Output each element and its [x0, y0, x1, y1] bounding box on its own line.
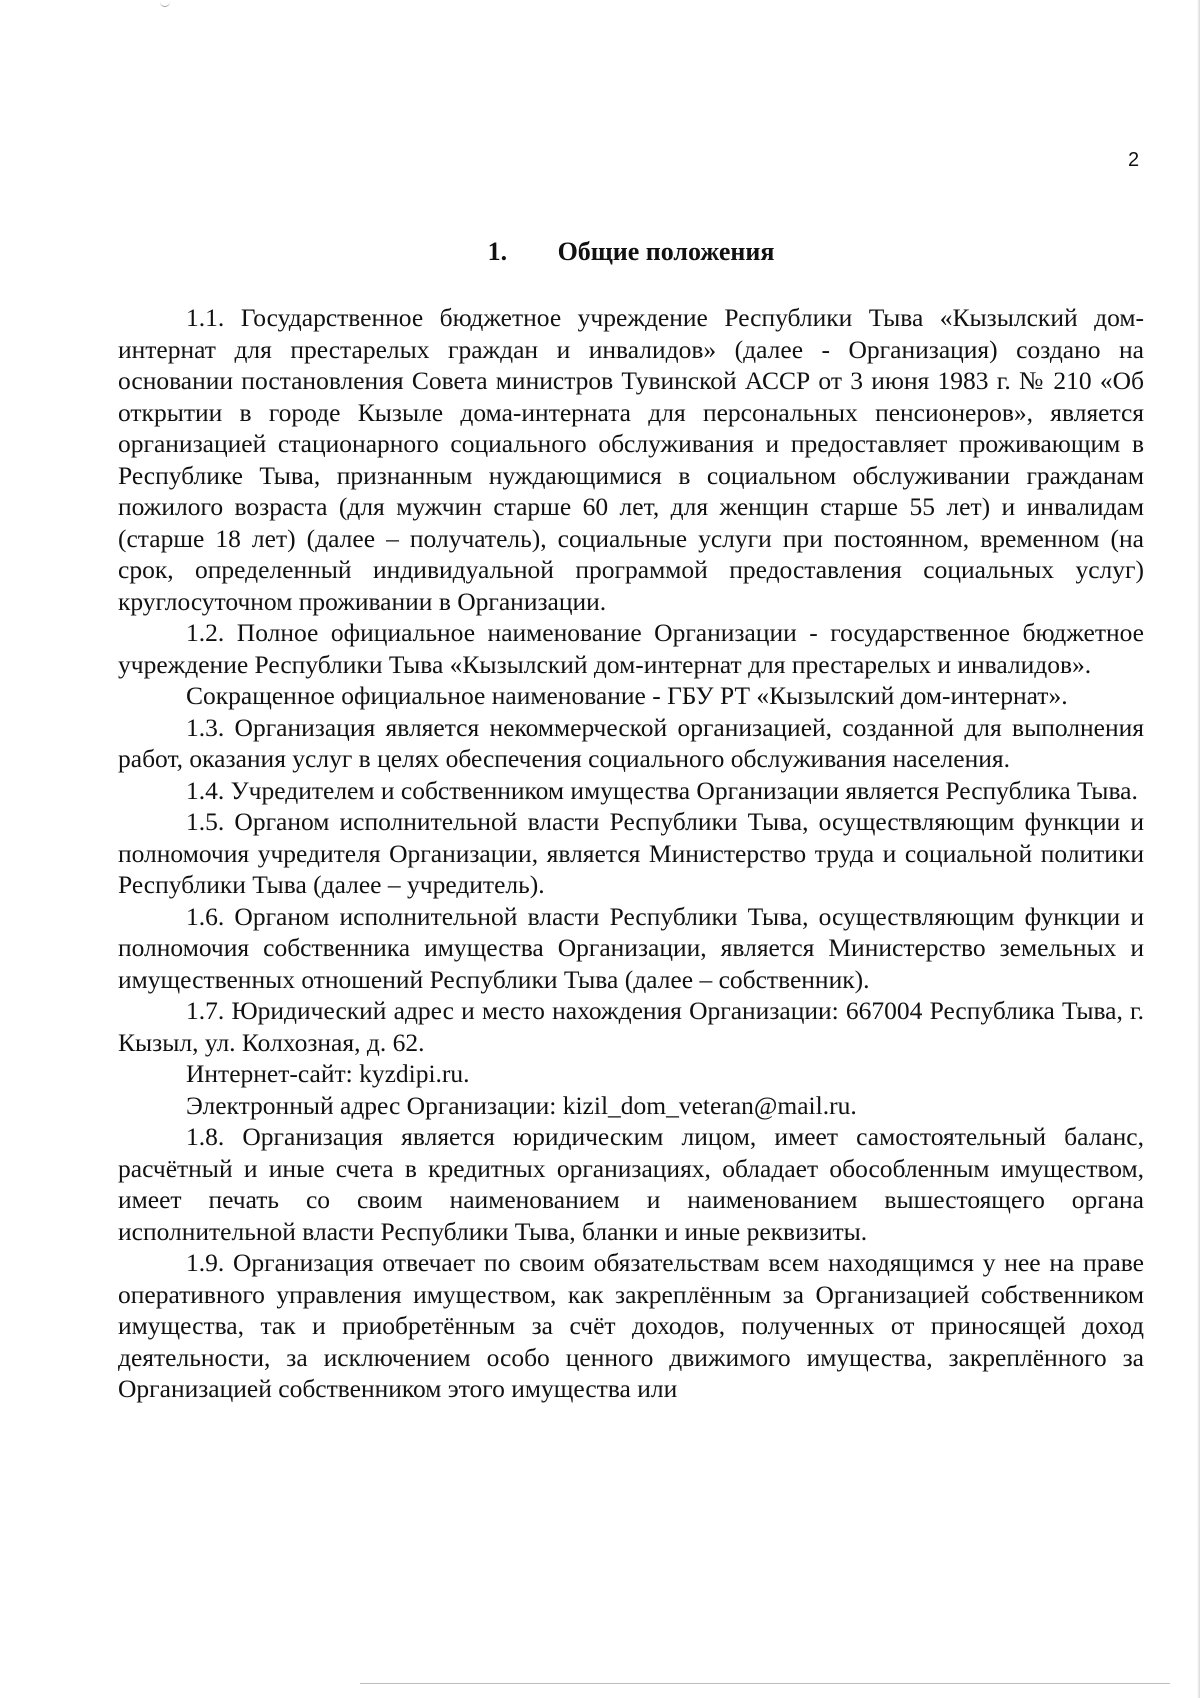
paragraph-1-8: 1.8. Организация является юридическим лицом, имеет самостоятельный баланс, расчётный и иные счета в кредитных организациях, обладает обособленным имуществом, имеет печать со своим наименованием и наименованием вышестоящего органа исполнительной власти Республики Тыва, бланки и иные реквизиты. — [118, 1122, 1144, 1246]
paragraph-1-3: 1.3. Организация является некоммерческой организацией, созданной для выполнения работ, оказания услуг в целях обеспечения социального обслуживания населения. — [118, 712, 1144, 773]
section-title: Общие положения — [557, 237, 775, 266]
section-heading — [118, 236, 1144, 268]
scan-bottom-line — [360, 1683, 1170, 1684]
paragraph-short-name: Сокращенное официальное наименование - ГБУ РТ «Кызылский дом-интернат». — [186, 681, 1068, 710]
paragraph-1-4: 1.4. Учредителем и собственником имущества Организации является Республика Тыва. — [186, 775, 1138, 805]
paragraph-website: Интернет-сайт: kyzdipi.ru. — [186, 1059, 470, 1088]
paragraph-1-5: 1.5. Органом исполнительной власти Республики Тыва, осуществляющим функции и полномочия учредителя Организации, является Министерство труда и социальной политики Республики Тыва (далее – учредитель). — [118, 807, 1144, 899]
paragraph-email: Электронный адрес Организации: kizil_dom_veteran@mail.ru. — [186, 1090, 857, 1120]
section-number: 1. — [487, 237, 508, 266]
page-number: 2 — [1128, 149, 1140, 171]
paragraph-1-1: 1.1. Государственное бюджетное учреждение Республики Тыва «Кызылский дом-интернат для престарелых граждан и инвалидов» (далее - Организация) создано на основании постановления Совета министров Тувинской АССР от 3 июня 1983 г. № 210 «Об открытии в городе Кызыле дома-интерната для персональных пенсионеров», является организацией стационарного социального обслуживания и предоставляет проживающим в Республике Тыва, признанным нуждающимися в социальном обслуживании гражданам пожилого возраста (для мужчин старше 60 лет, для женщин старше 55 лет) и инвалидам (старше 18 лет) (далее – получатель), социальные услуги при постоянном, временном (на срок, определенный индивидуальной программой предоставления социальных услуг) круглосуточном проживании в Организации. — [118, 303, 1144, 616]
document-body — [118, 302, 1144, 1405]
scan-artifact-mark — [160, 2, 170, 7]
paragraph-1-9: 1.9. Организация отвечает по своим обязательствам всем находящимся у нее на праве оперативного управления имуществом, как закреплённым за Организацией собственником имущества, так и приобретённым за счёт доходов, полученных от приносящей доход деятельности, за исключением особо ценного движимого имущества, закреплённого за Организацией собственником этого имущества или — [118, 1248, 1144, 1403]
paragraph-1-7: 1.7. Юридический адрес и место нахождения Организации: 667004 Республика Тыва, г. Кызыл, ул. Колхозная, д. 62. — [118, 996, 1144, 1057]
paragraph-1-2: 1.2. Полное официальное наименование Организации - государственное бюджетное учреждение Республики Тыва «Кызылский дом-интернат для престарелых и инвалидов». — [118, 618, 1144, 679]
paragraph-1-6: 1.6. Органом исполнительной власти Республики Тыва, осуществляющим функции и полномочия собственника имущества Организации, является Министерство земельных и имущественных отношений Республики Тыва (далее – собственник). — [118, 901, 1144, 994]
